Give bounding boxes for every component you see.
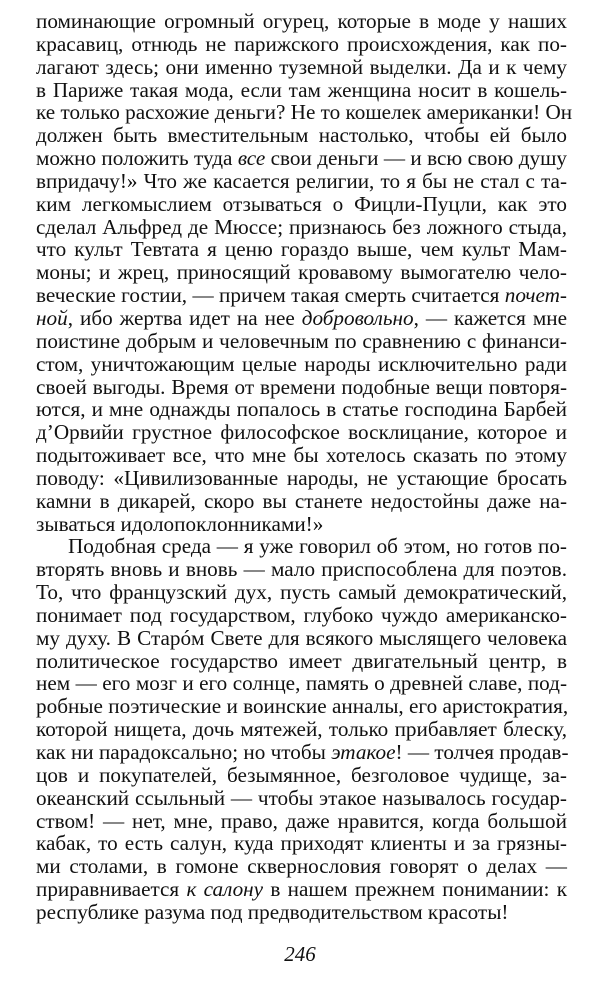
text-line	[36, 79, 567, 102]
text-line	[36, 810, 567, 833]
text-segment: ке только расхожие деньги? Не то кошелек американки! Он	[36, 100, 573, 125]
text-segment: поминающие огромный огурец, которые в моде у наших	[36, 9, 567, 33]
text-segment: То, что французский дух, пусть самый демократический,	[36, 580, 567, 605]
text-segment: стом, уничтожающим целые народы исключительно ради	[36, 351, 567, 376]
text-segment: кабак, то есть салун, куда приходят клиенты и за грязны-	[36, 831, 567, 856]
italic-text: почет-	[504, 283, 567, 308]
text-segment: свои деньги — и всю свою душу	[265, 146, 567, 171]
text-line	[36, 284, 567, 307]
text-segment: республике разума под предводительством красоты!	[36, 899, 509, 924]
text-segment: подытоживает все, что мне бы хотелось сказать по этому	[36, 443, 567, 468]
text-segment: как ни парадоксально; но чтобы	[36, 740, 332, 764]
text-line	[36, 581, 567, 604]
text-segment: сделал Альфред де Мюссе; признаюсь без ложного стыда,	[36, 214, 567, 239]
text-line	[36, 307, 567, 330]
text-line	[36, 353, 567, 376]
page-body	[36, 9, 573, 924]
text-line	[36, 56, 567, 79]
text-segment: приравнивается	[36, 877, 187, 902]
text-line	[36, 832, 567, 855]
text-segment: которой нищета, дочь мятежей, только прибавляет блеску,	[36, 717, 567, 742]
text-line	[36, 216, 567, 239]
text-segment: в нашем прежнем понимании: к	[263, 877, 567, 902]
text-line	[36, 147, 567, 170]
text-line	[36, 124, 567, 147]
text-line	[36, 170, 567, 193]
text-line	[36, 764, 567, 787]
text-segment: моны; и жрец, приносящий кровавому вымогателю чело-	[36, 260, 567, 285]
text-segment: поводу: «Цивилизованные народы, не устающие бросать	[36, 465, 567, 490]
text-segment: Подобная среда — я уже говорил об этом, но готов по-	[68, 534, 567, 559]
text-segment: вторять вновь и вновь — мало приспособлена для поэтов.	[36, 557, 567, 582]
text-segment: веческие гостии, — причем такая смерть считается	[36, 283, 505, 308]
text-line	[36, 10, 567, 33]
text-line	[36, 513, 567, 536]
text-line	[36, 558, 567, 581]
text-line	[36, 330, 567, 353]
italic-text: к салону	[186, 877, 264, 902]
text-segment: должен быть вместительным настолько, чтобы ей было	[36, 123, 567, 148]
text-line	[36, 604, 567, 627]
text-segment: зываться идолопоклонниками!»	[36, 511, 324, 536]
text-segment: му духу. В Старóм Свете для всякого мыслящего человека	[36, 625, 567, 650]
text-segment: ким легкомыслием отзываться о Фицли-Пуцли, как это	[36, 191, 567, 216]
text-line	[36, 741, 567, 764]
text-segment: красавиц, отнюдь не парижского происхождения, как по-	[36, 31, 567, 56]
italic-text: все	[237, 146, 266, 171]
text-segment: ! — толчея продав-	[395, 740, 569, 764]
text-line	[36, 238, 567, 261]
text-segment: что культ Тевтата я ценю гораздо выше, чем культ Мам-	[36, 237, 567, 262]
text-segment: ми столами, в гомоне сквернословия говорят о делах —	[36, 854, 567, 879]
text-segment: ются, и мне однажды попалось в статье господина Барбей	[36, 397, 567, 422]
text-segment: поистине добрым и человечным по сравнению с финанси-	[36, 328, 567, 353]
text-line	[36, 535, 567, 558]
text-line	[36, 467, 567, 490]
text-line	[36, 444, 567, 467]
text-line	[36, 855, 567, 878]
text-line	[36, 490, 567, 513]
text-segment: камни в дикарей, скоро вы станете недостойны даже на-	[36, 488, 567, 513]
text-segment: , ибо жертва идет на нее	[67, 305, 302, 330]
page-number: 246	[284, 942, 316, 966]
text-line	[36, 261, 567, 284]
text-line	[36, 901, 567, 924]
text-segment: впридачу!» Что же касается религии, то я бы не стал с та-	[36, 168, 567, 193]
text-line	[36, 33, 567, 56]
text-segment: цов и покупателей, безымянное, безголовое чудище, за-	[36, 762, 567, 787]
text-segment: лагают здесь; они именно туземной выделки. Да и к чему	[36, 54, 567, 79]
text-line	[36, 718, 567, 741]
text-segment: нем — его мозг и его солнце, память о древней славе, под-	[36, 671, 567, 696]
text-line	[36, 878, 567, 901]
text-segment: робные поэтические и воинские анналы, его аристократия,	[36, 694, 569, 719]
text-line	[36, 193, 567, 216]
italic-text: добровольно	[301, 305, 414, 330]
text-line	[36, 100, 573, 125]
text-line	[36, 376, 567, 399]
italic-text: этакое	[331, 740, 396, 764]
text-segment: можно положить туда	[36, 146, 238, 171]
text-segment: своей выгоды. Время от времени подобные вещи повторя-	[36, 374, 567, 399]
italic-text: ной	[36, 305, 68, 330]
text-line	[36, 787, 567, 810]
text-segment: д’Орвийи грустное философское восклицание, которое и	[36, 420, 567, 445]
text-line	[36, 398, 567, 421]
text-segment: , — кажется мне	[413, 305, 567, 330]
text-line	[36, 695, 567, 718]
text-segment: в Париже такая мода, если там женщина носит в кошель-	[36, 77, 567, 102]
text-segment: океанский ссыльный — чтобы этакое называлось государ-	[36, 785, 567, 810]
text-segment: ством! — нет, мне, право, даже нравится, когда большой	[36, 808, 567, 833]
text-segment: политическое государство имеет двигательный центр, в	[36, 648, 567, 673]
text-line	[36, 650, 567, 673]
text-segment: понимает под государством, глубоко чуждо американско-	[36, 602, 567, 627]
text-line	[36, 627, 567, 650]
text-line	[36, 672, 567, 695]
text-line	[36, 421, 567, 444]
